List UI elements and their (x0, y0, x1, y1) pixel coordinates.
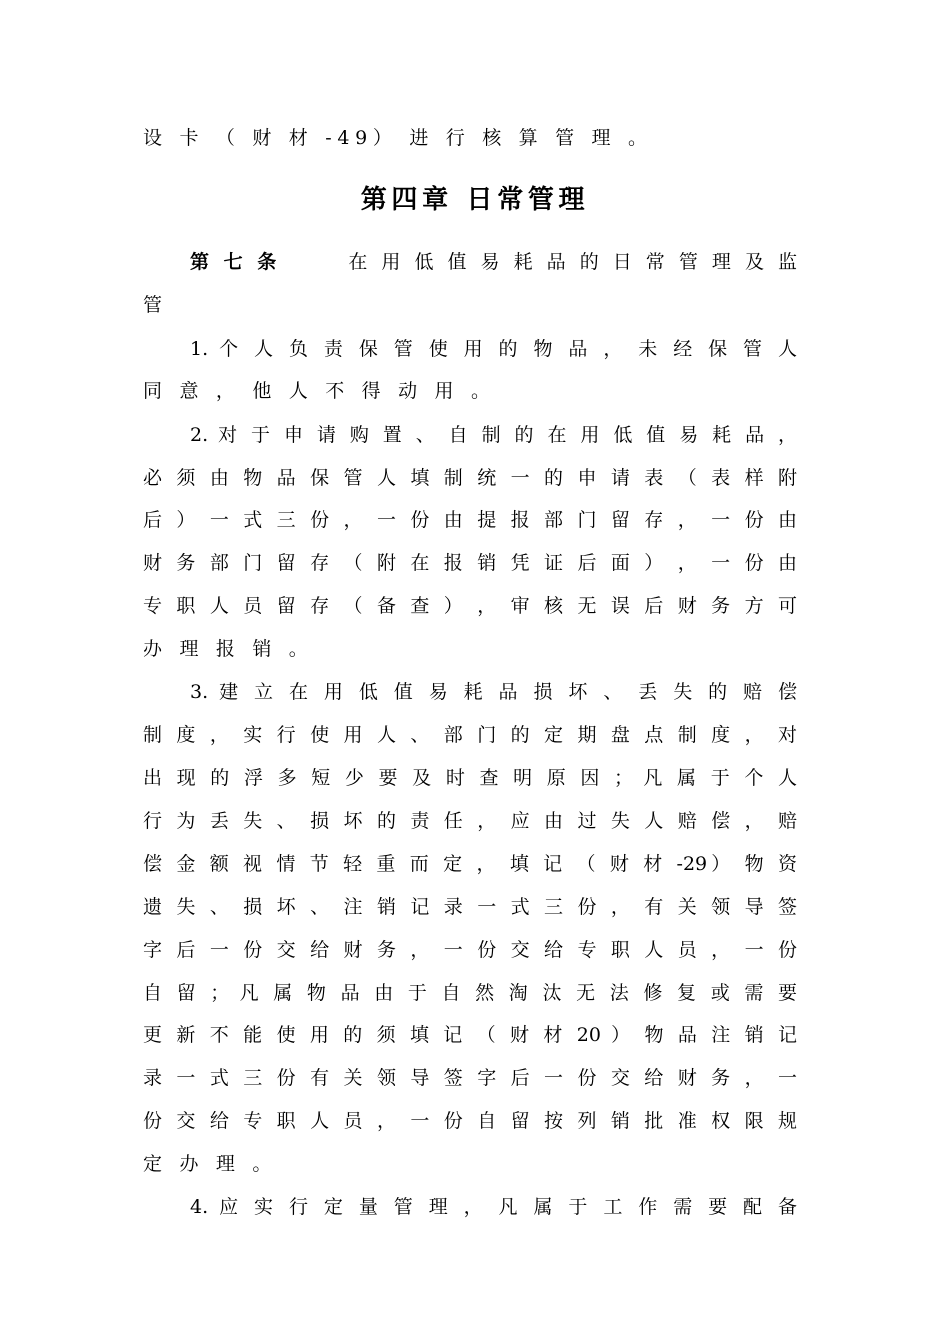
item-3-line-2: 制 度 ， 实 行 使 用 人 、 部 门 的 定 期 盘 点 制 度 ， 对 (143, 724, 797, 746)
item-3-line-7: 字 后 一 份 交 给 财 务 ， 一 份 交 给 专 职 人 员 ， 一 份 (143, 939, 797, 961)
article-title: 在 用 低 值 易 耗 品 的 日 常 管 理 及 监 (348, 251, 797, 273)
item-3-line-4: 行 为 丢 失 、 损 坏 的 责 任 ， 应 由 过 失 人 赔 偿 ， 赔 (143, 810, 797, 832)
item-3-line-1: 3. 建 立 在 用 低 值 易 耗 品 损 坏 、 丢 失 的 赔 偿 (190, 681, 797, 703)
item-2-line-5: 专 职 人 员 留 存 （ 备 查 ） ， 审 核 无 误 后 财 务 方 可 (143, 595, 797, 617)
chapter-heading: 第四章 日常管理 (360, 185, 590, 215)
item-2-line-4: 财 务 部 门 留 存 （ 附 在 报 销 凭 证 后 面 ） ， 一 份 由 (143, 552, 797, 574)
item-3-line-11: 份 交 给 专 职 人 员 ， 一 份 自 留 按 列 销 批 准 权 限 规 (143, 1110, 797, 1132)
item-4-line-1: 4. 应 实 行 定 量 管 理 ， 凡 属 于 工 作 需 要 配 备 (190, 1196, 797, 1218)
item-3-line-12: 定 办 理 。 (143, 1153, 278, 1175)
item-2-line-6: 办 理 报 销 。 (143, 638, 314, 660)
item-2-line-1: 2. 对 于 申 请 购 置 、 自 制 的 在 用 低 值 易 耗 品 ， (190, 424, 797, 446)
item-2-line-2: 必 须 由 物 品 保 管 人 填 制 统 一 的 申 请 表 （ 表 样 附 (143, 467, 797, 489)
item-2-line-3: 后 ） 一 式 三 份 ， 一 份 由 提 报 部 门 留 存 ， 一 份 由 (143, 509, 797, 531)
intro-line: 设 卡 （ 财 材 -49） 进 行 核 算 管 理 。 (143, 127, 653, 149)
item-1-line-1: 1. 个 人 负 责 保 管 使 用 的 物 品 ， 未 经 保 管 人 (190, 338, 797, 360)
item-3-line-8: 自 留 ； 凡 属 物 品 由 于 自 然 淘 汰 无 法 修 复 或 需 要 (143, 982, 797, 1004)
item-3-line-3: 出 现 的 浮 多 短 少 要 及 时 查 明 原 因 ； 凡 属 于 个 人 (143, 767, 797, 789)
article-title-line-1 (190, 250, 797, 274)
item-3-line-5: 偿 金 额 视 情 节 轻 重 而 定 ， 填 记 （ 财 材 -29） 物 资 (143, 853, 797, 875)
item-3-line-6: 遗 失 、 损 坏 、 注 销 记 录 一 式 三 份 ， 有 关 领 导 签 (143, 896, 797, 918)
item-1-line-2: 同 意 ， 他 人 不 得 动 用 。 (143, 380, 496, 402)
article-title-line-2: 管 (143, 294, 168, 316)
item-3-line-10: 录 一 式 三 份 有 关 领 导 签 字 后 一 份 交 给 财 务 ， 一 (143, 1067, 797, 1089)
item-3-line-9: 更 新 不 能 使 用 的 须 填 记 （ 财 材 20 ） 物 品 注 销 记 (143, 1024, 797, 1046)
article-label: 第 七 条 (190, 251, 281, 273)
